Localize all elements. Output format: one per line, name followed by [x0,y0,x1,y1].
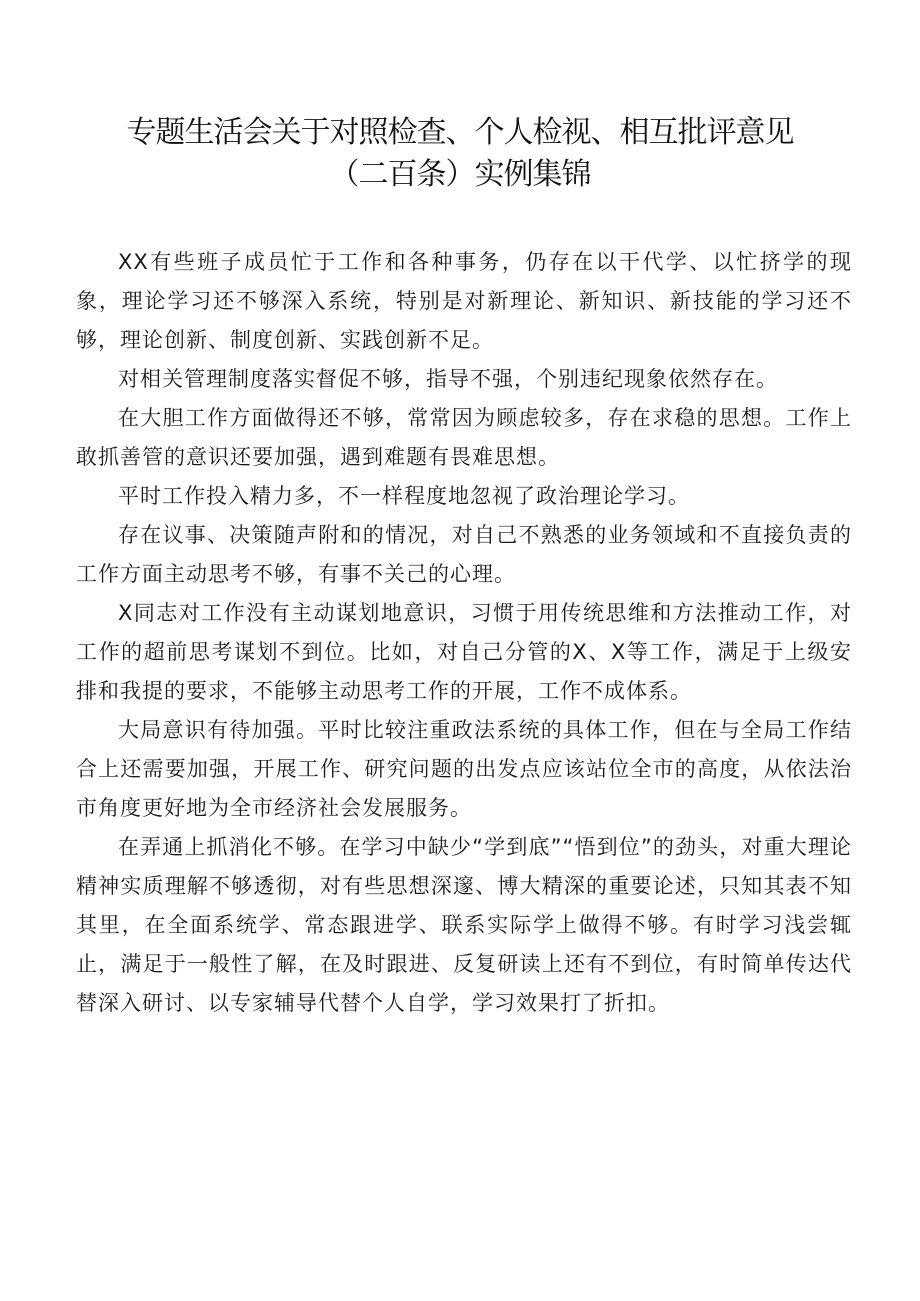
paragraph: 在弄通上抓消化不够。在学习中缺少“学到底”“悟到位”的劲头，对重大理论精神实质理解不够透彻，对有些思想深邃、博大精深的重要论述，只知其表不知其里，在全面系统学、常态跟进学、联系实际学上做得不够。有时学习浅尝辄止，满足于一般性了解，在及时跟进、反复研读上还有不到位，有时简单传达代替深入研讨、以专家辅导代替个人自学，学习效果打了折扣。 [76,835,852,1015]
paragraph: 在大胆工作方面做得还不够，常常因为顾虑较多，存在求稳的思想。工作上敢抓善管的意识还要加强，遇到难题有畏难思想。 [76,406,852,469]
paragraph: X同志对工作没有主动谋划地意识，习惯于用传统思维和方法推动工作，对工作的超前思考谋划不到位。比如，对自己分管的X、X等工作，满足于上级安排和我提的要求，不能够主动思考工作的开展，工作不成体系。 [76,601,852,703]
paragraph: XX有些班子成员忙于工作和各种事务，仍存在以干代学、以忙挤学的现象，理论学习还不够深入系统，特别是对新理论、新知识、新技能的学习还不够，理论创新、制度创新、实践创新不足。 [76,250,852,352]
document-title-line-2: （二百条）实例集锦 [329,157,591,192]
paragraph: 存在议事、决策随声附和的情况，对自己不熟悉的业务领域和不直接负责的工作方面主动思考不够，有事不关己的心理。 [76,523,852,586]
paragraph: 大局意识有待加强。平时比较注重政法系统的具体工作，但在与全局工作结合上还需要加强，开展工作、研究问题的出发点应该站位全市的高度，从依法治市角度更好地为全市经济社会发展服务。 [76,718,852,820]
document-body [76,243,852,1023]
paragraph: 平时工作投入精力多，不一样程度地忽视了政治理论学习。 [118,484,690,508]
paragraph: 对相关管理制度落实督促不够，指导不强，个别违纪现象依然存在。 [118,367,778,391]
document-title-line-1: 专题生活会关于对照检查、个人检视、相互批评意见 [126,115,794,150]
